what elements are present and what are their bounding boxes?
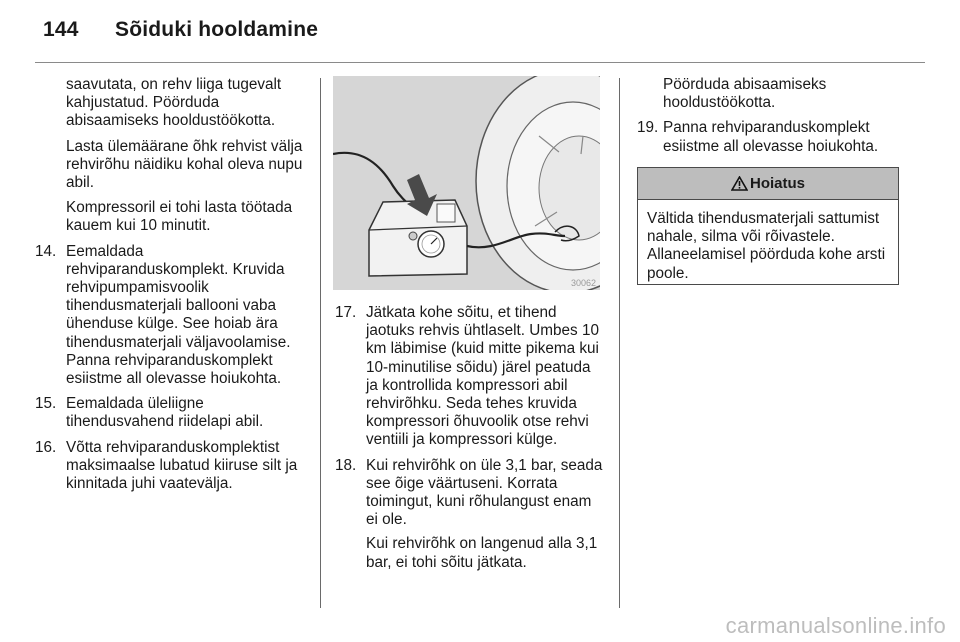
warning-title: Hoiatus xyxy=(749,175,805,192)
list-item xyxy=(637,119,907,155)
page-number: 144 xyxy=(43,18,79,41)
step-text: Kui rehvirõhk on üle 3,1 bar, seada see õige väärtuseni. Korrata toimingut, kuni rõhulangust enam ei ole. xyxy=(366,456,603,529)
column-1 xyxy=(35,76,310,500)
column-3 xyxy=(637,76,907,163)
column-2 xyxy=(335,304,605,579)
step-text: Eemaldada rehviparanduskomplekt. Kruvida rehvipumpamisvoolik tihendusmaterjali ballooni vaba ühenduse külge. See hoiab ära tihendusmaterjali väljavoolamise. Panna rehviparanduskomplekt esiistme all olevasse hoiukohta. xyxy=(66,242,291,388)
paragraph: Pöörduda abisaamiseks hooldustöökotta. xyxy=(663,76,827,112)
paragraph: saavutata, on rehv liiga tugevalt kahjustatud. Pöörduda abisaamiseks hooldustöökotta. xyxy=(66,76,282,130)
list-item xyxy=(35,439,310,494)
step-number: 16. xyxy=(35,438,57,456)
column-divider-1 xyxy=(320,78,321,608)
warning-triangle-icon xyxy=(731,176,748,191)
watermark: carmanualsonline.info xyxy=(725,613,946,638)
step-text: Võtta rehviparanduskomplektist maksimaalse lubatud kiiruse silt ja kinnitada juhi vaatevälja. xyxy=(66,438,298,493)
paragraph: Lasta ülemäärane õhk rehvist välja rehvirõhu näidiku kohal oleva nupu abil. xyxy=(66,137,303,192)
step-text: Panna rehviparanduskomplekt esiistme all olevasse hoiukohta. xyxy=(663,119,879,155)
step-number: 15. xyxy=(35,395,57,413)
step-number: 18. xyxy=(335,456,357,474)
figure-code: 30062 xyxy=(570,278,596,288)
list-item xyxy=(35,395,310,431)
step-text: Eemaldada üleliigne tihendusvahend riidelapi abil. xyxy=(66,395,264,431)
column-divider-2 xyxy=(619,78,620,608)
step-text: Jätkata kohe sõitu, et tihend jaotuks rehvis ühtlaselt. Umbes 10 km läbimise (kuid mitte pikema kui 10-minutilise sõidu) järel peatuda ja kontrollida kompressori abil rehvirõhku. Seda tehes kruvida kompressori õhuvoolik otse rehvi ventiili ja kompressori külge. xyxy=(366,304,599,449)
page-header xyxy=(43,18,318,42)
step-number: 14. xyxy=(35,242,57,260)
paragraph: Kompressoril ei tohi lasta töötada kauem kui 10 minutit. xyxy=(66,199,293,235)
warning-header xyxy=(638,168,898,200)
step-number: 19. xyxy=(637,119,659,137)
page-title: Sõiduki hooldamine xyxy=(115,18,319,41)
warning-text: Vältida tihendusmaterjali sattumist nahale, silma või rõivastele. Allaneelamisel pöörduda kohe arsti poole. xyxy=(647,210,886,282)
list-item xyxy=(335,457,605,572)
compressor-tire-drawing xyxy=(333,76,600,290)
warning-box xyxy=(637,167,899,285)
step-number: 17. xyxy=(335,304,357,321)
step-note: Kui rehvirõhk on langenud alla 3,1 bar, ei tohi sõitu jätkata. xyxy=(366,535,598,571)
compressor-illustration xyxy=(333,76,600,290)
header-rule xyxy=(35,62,925,63)
list-item xyxy=(335,304,605,450)
list-item xyxy=(35,243,310,389)
